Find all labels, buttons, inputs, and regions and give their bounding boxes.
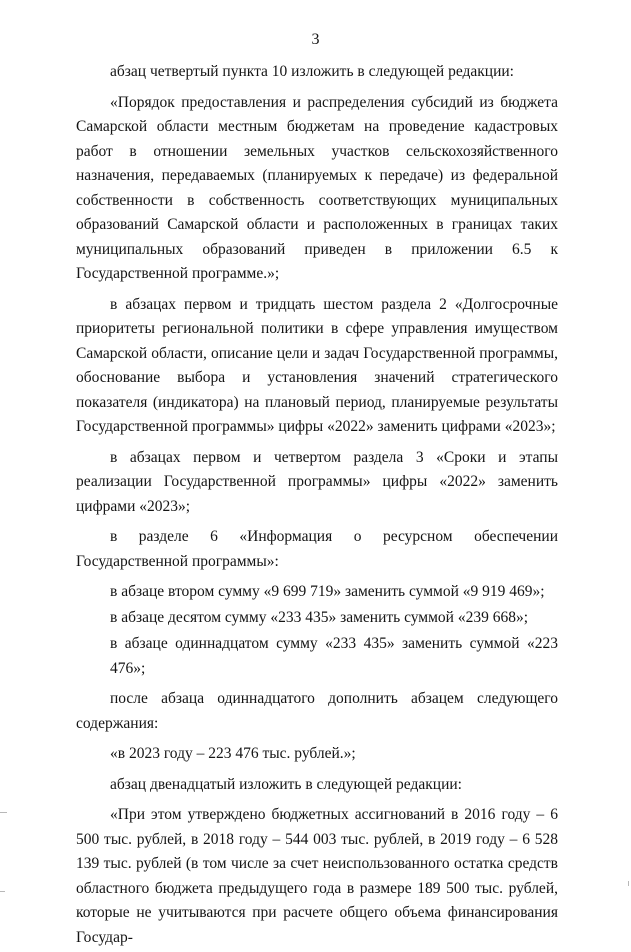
scan-artifact (0, 891, 5, 892)
paragraph: абзац двенадцатый изложить в следующей редакции: (110, 775, 462, 793)
page-number: 3 (311, 31, 320, 48)
paragraph: в абзаце втором сумму «9 699 719» заменить суммой «9 919 469»; (110, 583, 545, 600)
document-body (76, 60, 558, 952)
scan-artifact (628, 881, 629, 886)
paragraph: в абзацах первом и четвертом раздела 3 «Сроки и этапы реализации Государственной программы» цифры «2022» заменить цифрами «2023»; (76, 448, 558, 515)
scan-artifact (0, 812, 7, 813)
paragraph: абзац четвертый пункта 10 изложить в следующей редакции: (110, 63, 514, 80)
paragraph: «При этом утверждено бюджетных ассигнований в 2016 году – 6 500 тыс. рублей, в 2018 году – 544 003 тыс. рублей, в 2019 году – 6 528 139 тыс. рублей (в том числе за счет неиспользованного остатка средств областного бюджета предыдущего года в размере 189 500 тыс. рублей, которые не учитываются при расчете общего объема финансирования Государ- (76, 806, 558, 946)
paragraph: «Порядок предоставления и распределения субсидий из бюджета Самарской области местным бюджетам на проведение кадастровых работ в отношении земельных участков сельскохозяйственного назначения, передаваемых (планируемых к передаче) из федеральной собственности в собственность соответствующих муниципальных образований Самарской области и расположенных в границах таких муниципальных образований приведен в приложении 6.5 к Государственной программе.»; (76, 93, 558, 282)
paragraph: после абзаца одиннадцатого дополнить абзацем следующего содержания: (76, 690, 558, 732)
paragraph: «в 2023 году – 223 476 тыс. рублей.»; (110, 745, 356, 762)
paragraph: в абзацах первом и тридцать шестом раздела 2 «Долгосрочные приоритеты региональной политики в сфере управления имуществом Самарской области, описание цели и задач Государственной программы, обоснование выбора и установления значений стратегического показателя (индикатора) на плановый период, планируемые результаты Государственной программы» цифры «2022» заменить цифрами «2023»; (76, 295, 558, 435)
paragraph: в абзаце одиннадцатом сумму «233 435» заменить суммой «223 476»; (110, 635, 558, 677)
paragraph: в абзаце десятом сумму «233 435» заменить суммой «239 668»; (110, 609, 529, 626)
paragraph: в разделе 6 «Информация о ресурсном обеспечении Государственной программы»: (76, 528, 558, 570)
